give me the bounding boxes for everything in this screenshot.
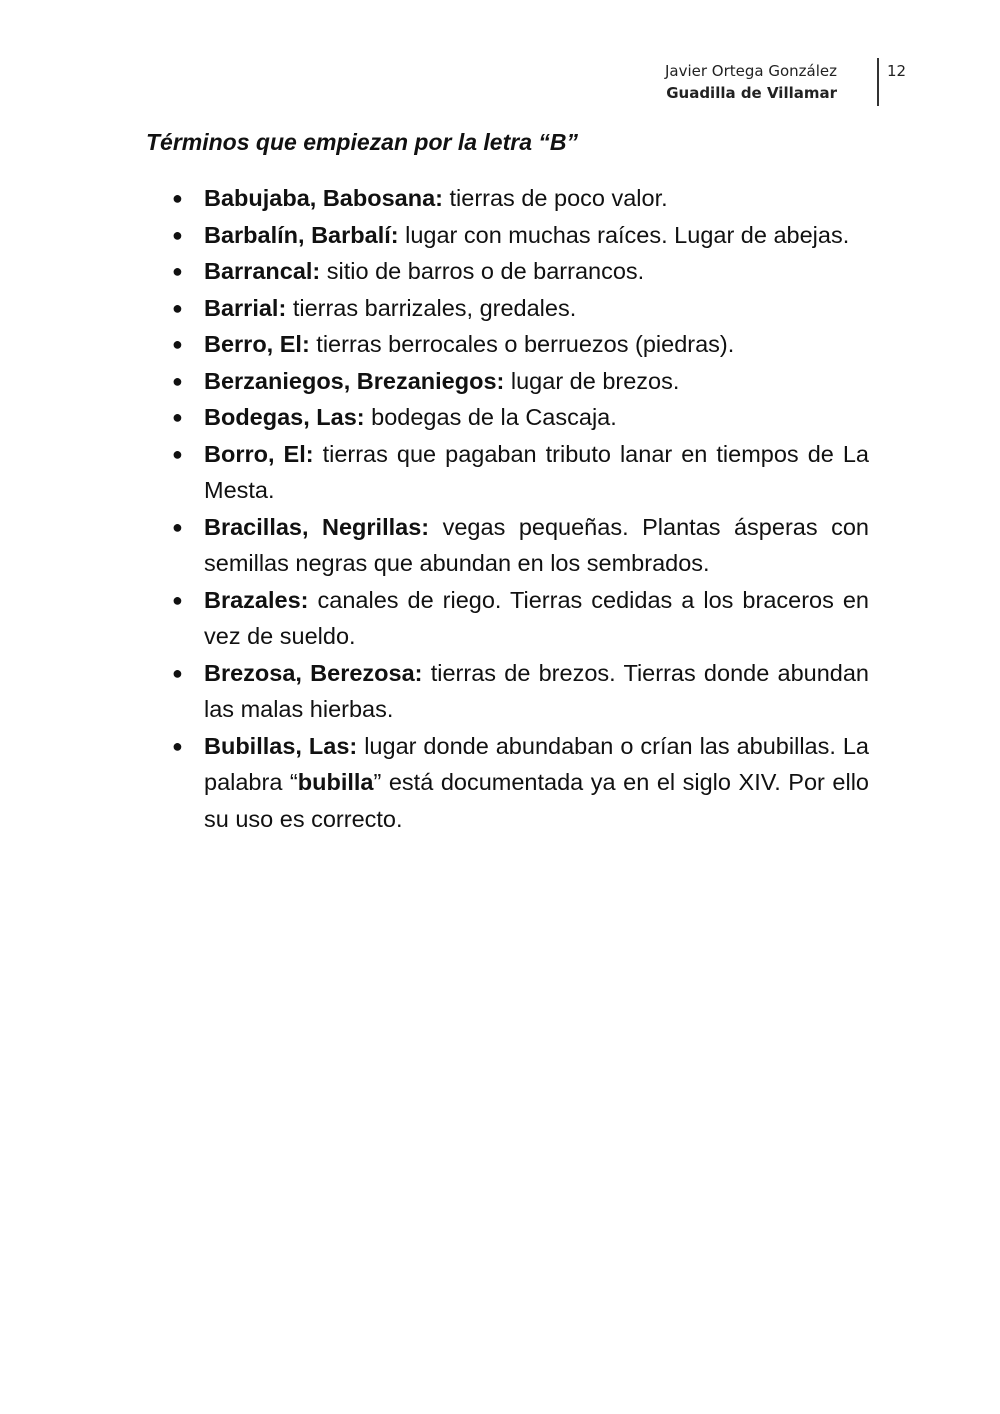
term-item-brazales	[172, 582, 869, 655]
bullet-icon: ●	[172, 735, 183, 756]
term-item-barbalin	[172, 217, 869, 254]
term-item-berzaniegos	[172, 363, 869, 400]
term-definition: canales de riego. Tierras cedidas a los braceros en vez de sueldo.	[204, 586, 869, 649]
page-number: 12	[887, 62, 907, 80]
term-name: Barrial:	[204, 294, 287, 321]
term-definition: lugar de brezos.	[504, 367, 680, 394]
term-definition: sitio de barros o de barrancos.	[320, 258, 645, 284]
term-item-borro	[172, 436, 869, 509]
term-definition: lugar donde abundaban o crían las abubillas. La palabra “	[204, 732, 869, 795]
bullet-icon: ●	[172, 589, 183, 610]
term-name: Bracillas, Negrillas:	[204, 513, 430, 540]
header-text	[665, 60, 837, 104]
bullet-icon: ●	[172, 370, 183, 391]
term-item-bubillas	[172, 728, 869, 838]
bullet-icon: ●	[172, 224, 183, 245]
term-emphasis: bubilla	[297, 769, 374, 795]
bullet-icon: ●	[172, 334, 183, 354]
term-definition: bodegas de la Cascaja.	[364, 404, 617, 430]
term-name: Babujaba, Babosana:	[204, 185, 443, 211]
bullet-icon: ●	[172, 407, 183, 427]
term-name: Brazales:	[204, 586, 309, 613]
bullet-icon: ●	[172, 261, 183, 281]
term-definition: tierras que pagaban tributo lanar en tiempos de La Mesta.	[204, 440, 869, 503]
term-name: Berzaniegos, Brezaniegos:	[204, 367, 505, 394]
header-author: Javier Ortega González	[664, 62, 837, 80]
term-item-babujaba	[172, 180, 869, 217]
term-definition: tierras de poco valor.	[442, 185, 668, 211]
bullet-icon: ●	[172, 516, 183, 537]
term-name: Brezosa, Berezosa:	[204, 659, 423, 686]
term-definition: lugar con muchas raíces. Lugar de abejas.	[398, 221, 850, 248]
bullet-icon: ●	[172, 297, 183, 318]
term-name: Borro, El:	[204, 440, 314, 467]
term-definition: tierras barrizales, gredales.	[286, 294, 577, 321]
bullet-icon: ●	[172, 443, 183, 464]
term-name: Berro, El:	[204, 331, 310, 357]
term-item-bodegas	[172, 399, 869, 436]
term-item-berro	[172, 326, 869, 363]
term-definition: vegas pequeñas. Plantas ásperas con semillas negras que abundan en los sembrados.	[204, 513, 869, 576]
term-name: Bodegas, Las:	[204, 404, 365, 430]
term-item-brezosa	[172, 655, 869, 728]
bullet-icon: ●	[172, 662, 183, 683]
header-divider	[877, 58, 879, 106]
term-definition: tierras de brezos. Tierras donde abundan las malas hierbas.	[204, 659, 869, 722]
section-title: Términos que empiezan por la letra “B”	[146, 129, 578, 155]
header-place: Guadilla de Villamar	[666, 84, 837, 102]
term-item-bracillas	[172, 509, 869, 582]
term-name: Bubillas, Las:	[204, 732, 358, 759]
term-item-barrial	[172, 290, 869, 327]
term-name: Barbalín, Barbalí:	[204, 221, 399, 248]
term-item-barrancal	[172, 253, 869, 290]
running-header	[560, 58, 907, 106]
term-name: Barrancal:	[204, 258, 321, 284]
bullet-icon: ●	[172, 188, 183, 208]
term-definition-end: ” está documentada ya en el siglo XIV. Por ello su uso es correcto.	[204, 769, 869, 832]
terms-list	[172, 180, 869, 837]
term-definition: tierras berrocales o berruezos (piedras).	[309, 331, 735, 357]
